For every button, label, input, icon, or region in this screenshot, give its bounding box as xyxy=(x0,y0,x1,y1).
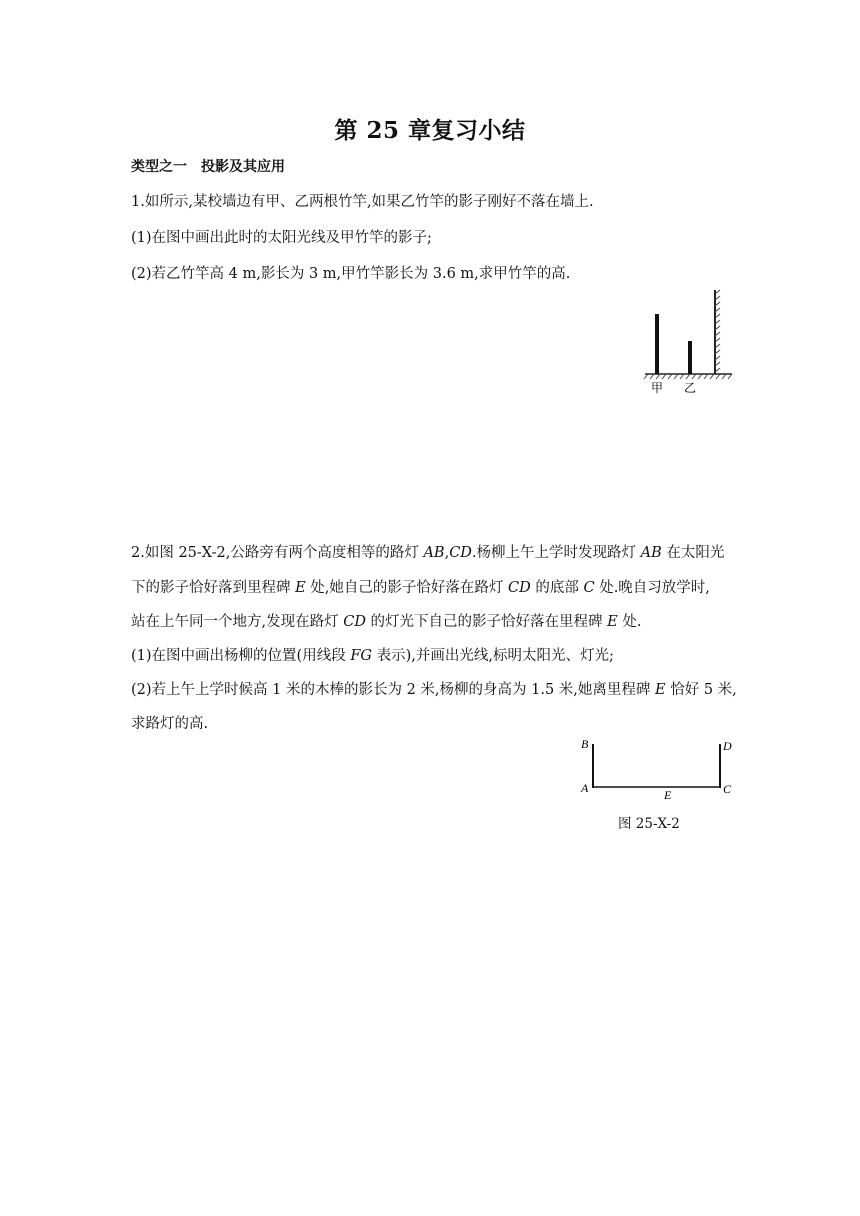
pole-jia xyxy=(655,314,659,374)
q2-part2: (2)若上午上学时候高 1 米的木棒的影长为 2 米,杨柳的身高为 1.5 米,她离里程碑 E 恰好 5 米, xyxy=(131,682,737,698)
label-yi: 乙 xyxy=(684,381,697,395)
q2-line6: 求路灯的高. xyxy=(131,716,209,732)
q1-stem: 1.如所示,某校墙边有甲、乙两根竹竿,如果乙竹竿的影子刚好不落在墙上. xyxy=(131,194,594,210)
q1-figure xyxy=(640,288,740,398)
q1-part1: (1)在图中画出此时的太阳光线及甲竹竿的影子; xyxy=(131,230,432,246)
q2-line3: 站在上午同一个地方,发现在路灯 CD 的灯光下自己的影子恰好落在里程碑 E 处. xyxy=(131,614,642,630)
label-C: C xyxy=(723,782,732,796)
label-B: B xyxy=(581,737,589,751)
section-heading: 类型之一 投影及其应用 xyxy=(131,159,285,175)
label-D: D xyxy=(723,739,732,753)
q2-figure xyxy=(578,736,738,806)
pole-yi xyxy=(688,341,692,374)
q2-part1: (1)在图中画出杨柳的位置(用线段 FG 表示),并画出光线,标明太阳光、灯光; xyxy=(131,648,614,664)
q2-line1: 2.如图 25-X-2,公路旁有两个高度相等的路灯 AB,CD.杨柳上午上学时发现路灯 AB 在太阳光 xyxy=(131,545,725,561)
q2-figure-caption: 图 25-X-2 xyxy=(618,816,680,832)
label-A: A xyxy=(581,781,589,795)
label-jia: 甲 xyxy=(651,381,664,395)
q2-line2: 下的影子恰好落到里程碑 E 处,她自己的影子恰好落在路灯 CD 的底部 C 处.晚自习放学时, xyxy=(131,580,710,596)
label-E: E xyxy=(664,788,672,802)
page-title: 第 25 章复习小结 xyxy=(334,117,526,144)
q1-part2: (2)若乙竹竿高 4 m,影长为 3 m,甲竹竿影长为 3.6 m,求甲竹竿的高. xyxy=(131,266,571,282)
